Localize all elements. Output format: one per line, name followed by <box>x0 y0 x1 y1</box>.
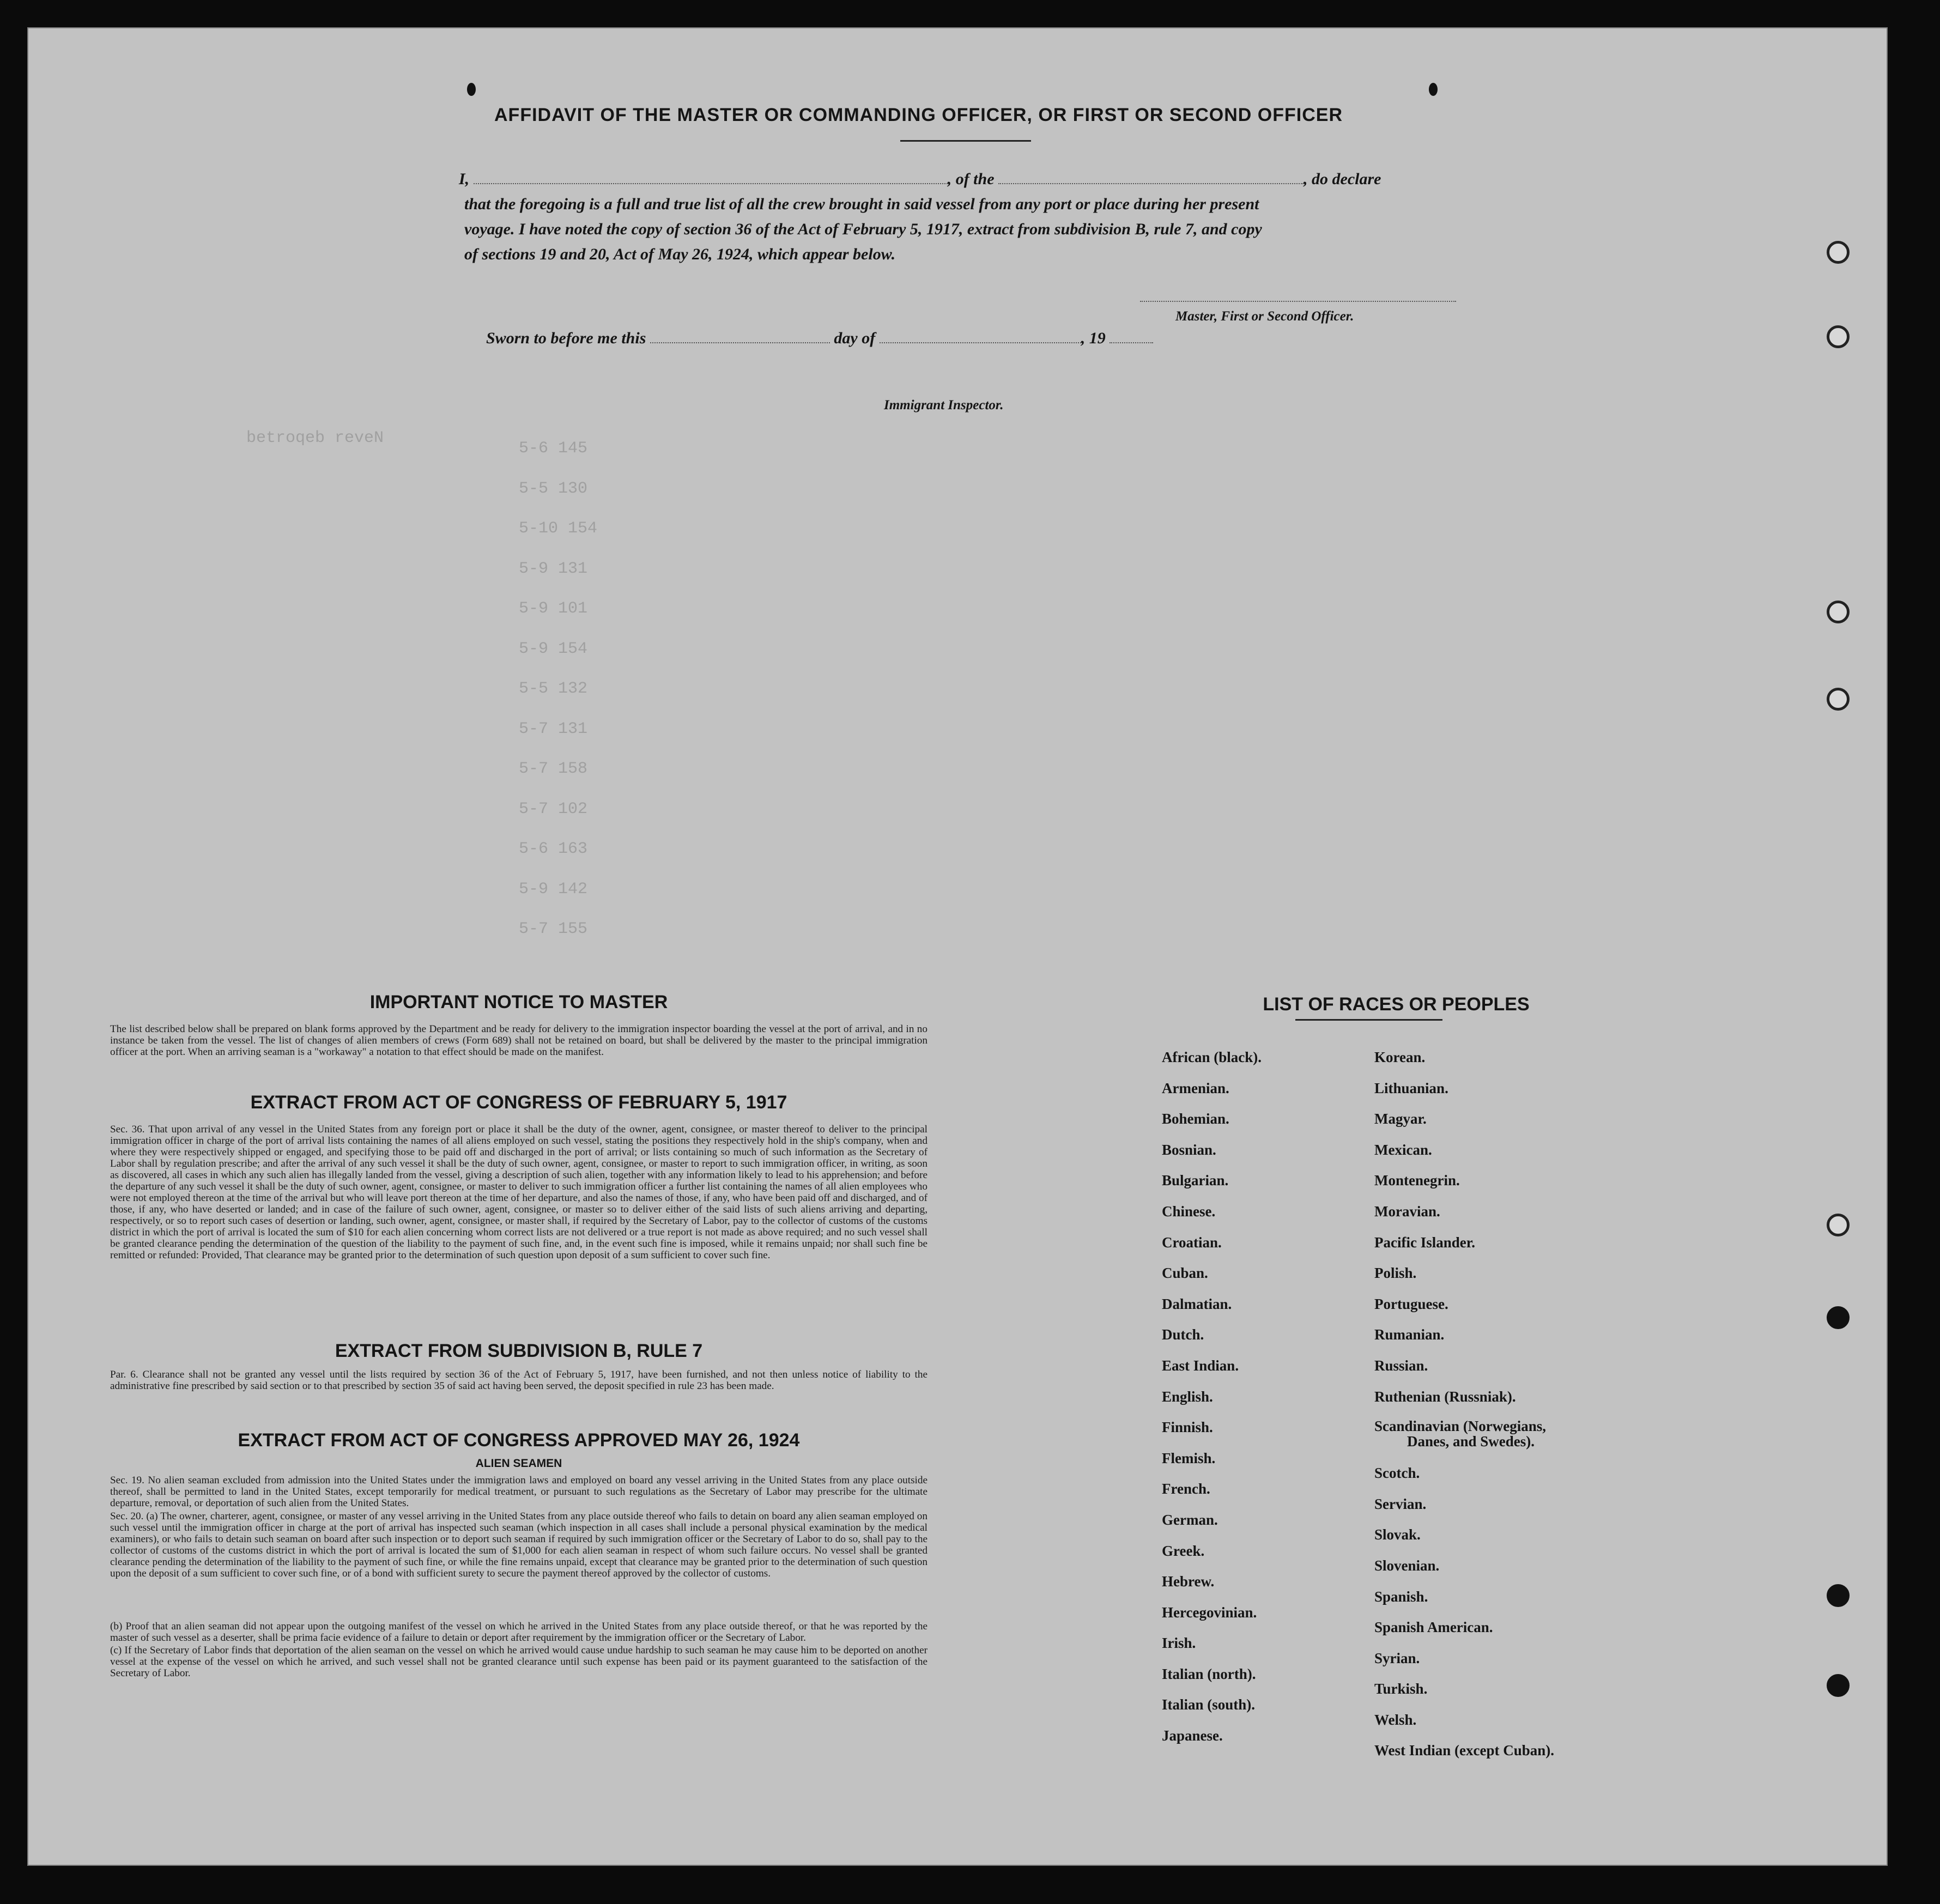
race-item: Spanish American. <box>1374 1619 1493 1636</box>
ink-mark <box>1429 83 1438 96</box>
race-item: Scotch. <box>1374 1465 1420 1482</box>
race-item: Chinese. <box>1162 1203 1216 1220</box>
race-item: Mexican. <box>1374 1141 1432 1158</box>
extract-rule7-title: EXTRACT FROM SUBDIVISION B, RULE 7 <box>335 1341 703 1361</box>
race-item: Montenegrin. <box>1374 1172 1460 1189</box>
affidavit-declaration-line-1: I, , of the , do declare <box>459 170 1381 188</box>
punch-hole <box>1827 601 1850 623</box>
punch-hole <box>1827 325 1850 348</box>
race-item: Slovak. <box>1374 1526 1421 1543</box>
race-item: Slovenian. <box>1374 1557 1440 1574</box>
race-item: English. <box>1162 1388 1213 1405</box>
affidavit-title: AFFIDAVIT OF THE MASTER OR COMMANDING OFFICER, OR FIRST OR SECOND OFFICER <box>494 105 1343 125</box>
inspector-label: Immigrant Inspector. <box>884 398 1004 413</box>
race-item: French. <box>1162 1481 1210 1497</box>
races-list-left <box>1162 1042 1358 1751</box>
affidavit-declaration-line-2: that the foregoing is a full and true list of all the crew brought in said vessel from any port or place during her present <box>464 195 1259 213</box>
race-item: Bulgarian. <box>1162 1172 1229 1189</box>
race-item: West Indian (except Cuban). <box>1374 1742 1555 1759</box>
race-item: Bosnian. <box>1162 1141 1216 1158</box>
punch-hole <box>1827 688 1850 711</box>
affidavit-declaration-line-4: of sections 19 and 20, Act of May 26, 1924, which appear below. <box>464 245 896 263</box>
race-item: Korean. <box>1374 1049 1426 1065</box>
race-item: Scandinavian (Norwegians, <box>1374 1418 1547 1435</box>
extract-1924-subtitle: ALIEN SEAMEN <box>475 1457 562 1470</box>
race-item: East Indian. <box>1162 1357 1239 1374</box>
race-item: Lithuanian. <box>1374 1080 1448 1096</box>
race-item: Danes, and Swedes). <box>1407 1433 1535 1450</box>
punch-hole <box>1827 1584 1850 1607</box>
race-item: Bohemian. <box>1162 1111 1229 1127</box>
officer-name-blank[interactable] <box>474 183 948 184</box>
affidavit-title-rule <box>900 140 1031 142</box>
race-item: Hebrew. <box>1162 1573 1215 1590</box>
extract-1917-sec36: Sec. 36. That upon arrival of any vessel in the United States from any foreign port or place it shall be the duty of the owner, agent, consignee, or master thereof to deliver to the principal immigration officer in charge of the port of arrival lists containing the names of all aliens employed on such vessel, stating the positions they respectively hold in the ship's company, when and where they were respectively shipped or engaged, and specifying those to be paid off and discharged in the port of arrival; or lists containing so much of such information as the Secretary of Labor shall by regulation prescribe; and after the arrival of any such vessel it shall be the duty of such owner, agent, consignee, or master to report to such immigration officer, in writing, as soon as discovered, all cases in which any such alien has illegally landed from the vessel, giving a description of such alien, together with any information likely to lead to his apprehension; and before the departure of any such vessel it shall be the duty of such owner, agent, consignee, or master to deliver to such immigration officer a further list containing the names of all alien employees who were not employed thereon at the time of the arrival but who will leave port thereon at the time of her departure, and also the names of those, if any, who have been paid off and discharged, and of those, if any, who have deserted or landed; and in case of the failure of such owner, agent, consignee, or master so to deliver either of the said lists of such aliens arriving and departing, respectively, or so to report such cases of desertion or landing, such owner, agent, consignee, or master shall, if required by the Secretary of Labor, pay to the collector of customs of the customs district in which the port of arrival is located the sum of $10 for each alien concerning whom correct lists are not delivered or a true report is not made as above required; and no such vessel shall be granted clearance pending the determination of the question of the liability to the payment of such fine, and, in the event such fine is imposed, while it remains unpaid; nor shall such fine be remitted or refunded: Provided, That clearance may be granted prior to the determination of such question upon deposit of a sum sufficient to cover such fine. <box>110 1124 927 1261</box>
race-item: Croatian. <box>1162 1234 1222 1251</box>
race-item: Spanish. <box>1374 1588 1428 1605</box>
race-item: German. <box>1162 1511 1218 1528</box>
race-item: Polish. <box>1374 1265 1417 1282</box>
race-item: Magyar. <box>1374 1111 1427 1127</box>
race-item: Welsh. <box>1374 1711 1417 1728</box>
race-item: Portuguese. <box>1374 1295 1448 1312</box>
race-item: Dutch. <box>1162 1326 1204 1343</box>
race-item: Rumanian. <box>1374 1326 1445 1343</box>
race-item: Cuban. <box>1162 1265 1208 1282</box>
race-item: Dalmatian. <box>1162 1295 1232 1312</box>
race-item: Japanese. <box>1162 1727 1223 1744</box>
manifest-back-page <box>27 27 1888 1866</box>
races-title-rule <box>1295 1019 1442 1021</box>
race-item: Italian (south). <box>1162 1696 1256 1713</box>
punch-hole <box>1827 1214 1850 1236</box>
race-item: Flemish. <box>1162 1450 1216 1466</box>
extract-1924-sec20b: (b) Proof that an alien seaman did not appear upon the outgoing manifest of the vessel on which he arrived in the United States from any place outside thereof, or that he was reported by the master of such vessel as a deserter, shall be prima facie evidence of a failure to detain or deport after requirement by the immigration officer or the Secretary of Labor. <box>110 1621 927 1644</box>
extract-1924-sec20c: (c) If the Secretary of Labor finds that deportation of the alien seaman on the vessel on which he arrived would cause undue hardship to such seaman he may cause him to be deported on another vessel at the expense of the vessel on which he arrived, and such vessel shall not be granted clearance until such expense has been paid or its payment guaranteed to the satisfaction of the Secretary of Labor. <box>110 1645 927 1679</box>
sworn-line: Sworn to before me this day of , 19 <box>486 329 1249 348</box>
extract-1917-title: EXTRACT FROM ACT OF CONGRESS OF FEBRUARY 5, 1917 <box>250 1092 787 1113</box>
vessel-name-blank[interactable] <box>998 183 1304 184</box>
races-list-right <box>1374 1042 1625 1766</box>
extract-1924-sec20a: Sec. 20. (a) The owner, charterer, agent, consignee, or master of any vessel arriving in the United States from any place outside thereof who fails to detain on board any alien seaman employed on such vessel until the immigration officer in charge at the port of arrival has inspected such seaman (which inspection in all cases shall include a personal physical examination by the medical examiners), or who fails to detain such seaman on board after such inspection or to deport such seaman if required by such immigration officer or the Secretary of Labor to do so, shall pay to the collector of customs of the customs district in which the port of arrival is located the sum of $1,000 for each alien seaman in respect of whom such failure occurs. No vessel shall be granted clearance pending the determination of the liability to the payment of such fine, or while the fine remains unpaid, except that clearance may be granted prior to the determination of such question upon the deposit of a sum sufficient to cover such fine, or of a bond with sufficient surety to secure the payment thereof approved by the collector of customs. <box>110 1511 927 1579</box>
sworn-month-blank[interactable] <box>880 342 1081 343</box>
notice-master-title: IMPORTANT NOTICE TO MASTER <box>369 992 668 1012</box>
race-item: Irish. <box>1162 1635 1196 1652</box>
race-item: Hercegovinian. <box>1162 1604 1257 1621</box>
race-item: Russian. <box>1374 1357 1428 1374</box>
sworn-year-blank[interactable] <box>1110 342 1153 343</box>
signature-label: Master, First or Second Officer. <box>1175 309 1354 324</box>
extract-1924-title: EXTRACT FROM ACT OF CONGRESS APPROVED MAY 26, 1924 <box>238 1430 800 1451</box>
race-item: Syrian. <box>1374 1650 1420 1666</box>
punch-hole <box>1827 1306 1850 1329</box>
race-item: Armenian. <box>1162 1080 1229 1096</box>
extract-rule7-text: Par. 6. Clearance shall not be granted any vessel until the lists required by section 36 of the Act of February 5, 1917, have been furnished, and not then unless notice of liability to the administrative fine prescribed by said section or to that prescribed by section 35 of said act having been served, the deposit specified in rule 23 has been made. <box>110 1369 927 1392</box>
notice-master-text: The list described below shall be prepared on blank forms approved by the Department and be ready for delivery to the immigration inspector boarding the vessel at the port of arrival, and in no instance be taken from the vessel. The list of changes of alien members of crews (Form 689) shall not be retained on board, but shall be delivered by the master to the principal immigration officer at the port. When an arriving seaman is a "workaway" a notation to that effect should be made on the manifest. <box>110 1023 927 1058</box>
race-item: Finnish. <box>1162 1419 1213 1436</box>
punch-hole <box>1827 241 1850 264</box>
punch-hole <box>1827 1674 1850 1697</box>
signature-line[interactable] <box>1140 301 1456 302</box>
races-title: LIST OF RACES OR PEOPLES <box>1263 994 1530 1015</box>
race-item: Pacific Islander. <box>1374 1234 1475 1251</box>
race-item: Italian (north). <box>1162 1665 1256 1682</box>
race-item: Moravian. <box>1374 1203 1440 1220</box>
ghost-deported-text: betroqeb reveN <box>246 429 384 447</box>
race-item: Turkish. <box>1374 1681 1428 1697</box>
race-item: Servian. <box>1374 1495 1427 1512</box>
affidavit-declaration-line-3: voyage. I have noted the copy of section 36 of the Act of February 5, 1917, extract from subdivision B, rule 7, and copy <box>464 220 1262 238</box>
race-item: Greek. <box>1162 1542 1205 1559</box>
sworn-day-blank[interactable] <box>650 342 830 343</box>
ink-mark <box>467 83 476 96</box>
race-item: Ruthenian (Russniak). <box>1374 1388 1516 1405</box>
extract-1924-sec19: Sec. 19. No alien seaman excluded from admission into the United States under the immigration laws and employed on board any vessel arriving in the United States from any place outside thereof, shall be permitted to land in the United States, except temporarily for medical treatment, or pursuant to such regulations as the Secretary of Labor may prescribe for the ultimate departure, removal, or deportation of such alien from the United States. <box>110 1475 927 1509</box>
race-item: African (black). <box>1162 1049 1262 1065</box>
ghost-rows: 5-6 145 5-5 130 5-10 154 5-9 131 5-9 101 5-9 154 5-5 132 5-7 131 5-7 158 5-7 102 5-6 163 5-9 142 5-7 155 <box>519 439 598 938</box>
